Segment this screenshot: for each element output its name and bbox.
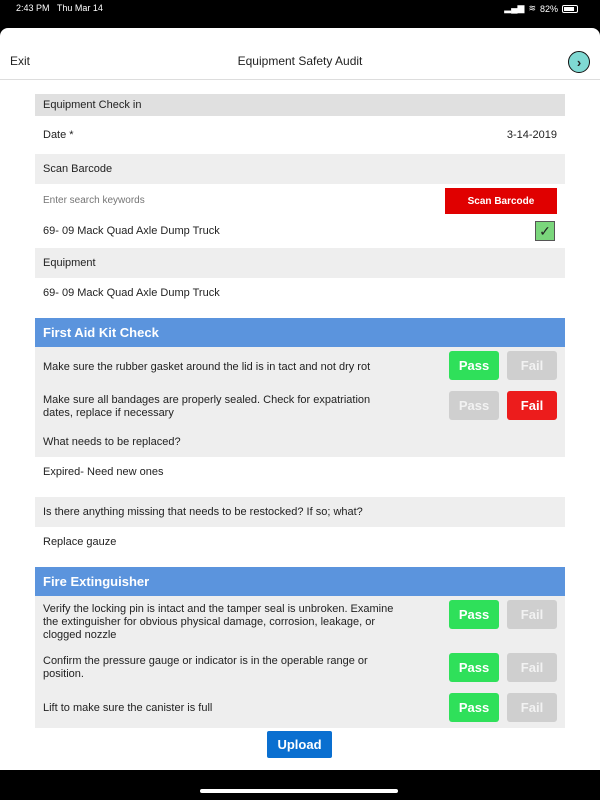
question-label: What needs to be replaced? [35,427,565,457]
page-title: Equipment Safety Audit [237,54,363,68]
battery-icon [562,5,578,13]
nav-bar [0,28,600,80]
pass-button[interactable]: Pass [449,351,499,380]
battery-percent: 82% [539,3,558,14]
pass-button[interactable]: Pass [449,693,499,722]
scan-barcode-label: Scan Barcode [35,154,565,184]
check-item: Make sure all bandages are properly sealed. Check for expatriation dates, replace if necessary Pass Fail [35,387,565,427]
home-indicator[interactable] [200,789,398,793]
fail-button[interactable]: Fail [507,693,557,722]
pass-button[interactable]: Pass [449,653,499,682]
answer-field[interactable]: Expired- Need new ones [43,466,164,478]
time: 2:43 PM [16,3,50,13]
section-first-aid-kit: First Aid Kit Check [35,318,565,347]
checkbox-checked-icon[interactable]: ✓ [535,221,555,241]
status-bar [0,0,600,28]
section-equipment-check-in: Equipment Check in [35,94,565,116]
fail-button[interactable]: Fail [507,600,557,629]
check-item: Make sure the rubber gasket around the lid is in tact and not dry rot Pass Fail [35,347,565,387]
audit-sheet [0,28,600,770]
section-fire-extinguisher: Fire Extinguisher [35,567,565,596]
fail-button[interactable]: Fail [507,653,557,682]
question-label: Is there anything missing that needs to be restocked? If so; what? [35,497,565,527]
date: Thu Mar 14 [56,3,103,13]
date-row[interactable]: Date * 3-14-2019 [43,129,557,141]
upload-button[interactable]: Upload [267,731,332,758]
fail-button[interactable]: Fail [507,351,557,380]
wifi-icon: ≋ [528,3,536,13]
fail-button[interactable]: Fail [507,391,557,420]
check-item: Lift to make sure the canister is full Pass Fail [35,688,565,728]
equipment-value: 69- 09 Mack Quad Axle Dump Truck [43,287,220,299]
scan-barcode-button[interactable]: Scan Barcode [445,188,557,214]
equipment-label: Equipment [35,248,565,278]
signal-icon: ▂▄▆ [504,3,525,13]
chevron-right-circle-icon[interactable]: › [568,51,590,73]
pass-button[interactable]: Pass [449,600,499,629]
date-value[interactable]: 3-14-2019 [506,129,557,141]
answer-field[interactable]: Replace gauze [43,536,117,548]
pass-button[interactable]: Pass [449,391,499,420]
check-item: Verify the locking pin is intact and the tamper seal is unbroken. Examine the extinguisher for obvious physical damage, corrosion, leakage, or clogged nozzle Pass Fail [35,596,565,648]
search-row [35,184,565,216]
check-item: Confirm the pressure gauge or indicator is in the operable range or position. Pass Fail [35,648,565,688]
exit-button[interactable]: Exit [10,54,31,68]
scan-result-item[interactable]: 69- 09 Mack Quad Axle Dump Truck ✓ [35,216,565,246]
search-input[interactable] [43,195,343,206]
